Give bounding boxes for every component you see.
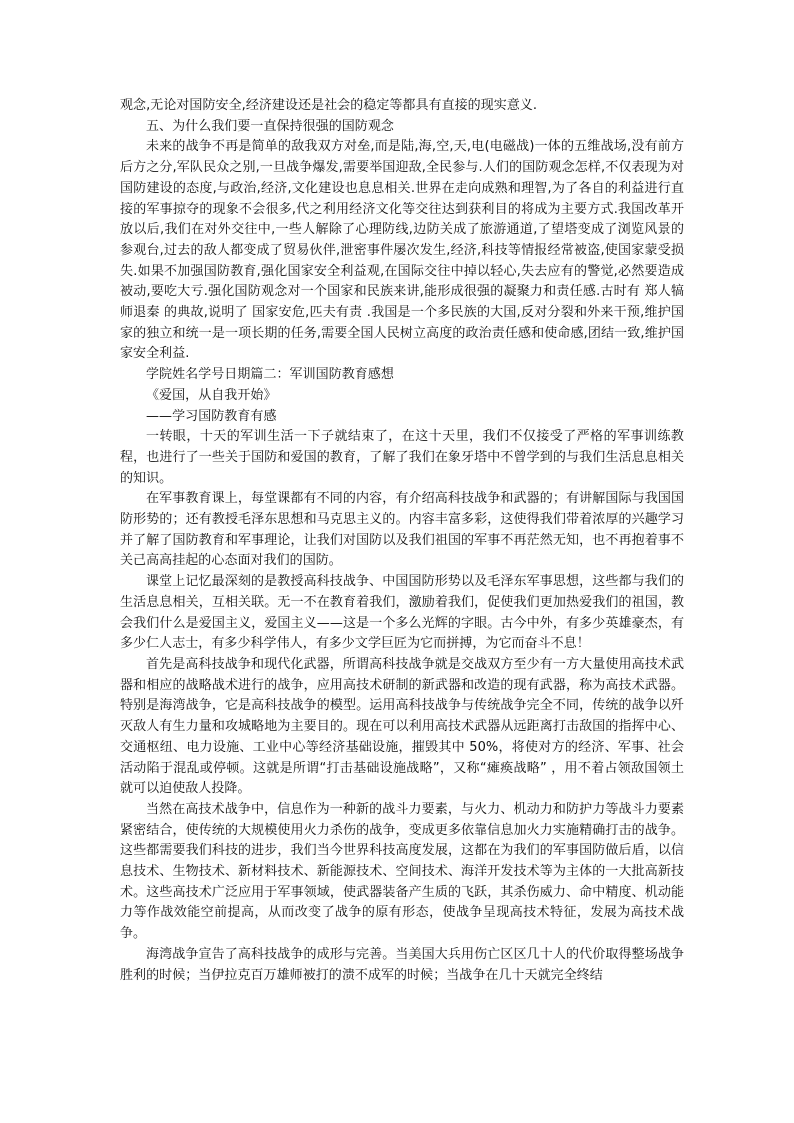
document-page <box>120 96 684 986</box>
section-heading-essay: 学院姓名学号日期篇二：军训国防教育感想 <box>146 367 394 383</box>
paragraph-body: 首先是高科技战争和现代化武器，所谓高科技战争就是交战双方至少有一方大量使用高技术武器和相应的战略战术进行的战争，应用高技术研制的新武器和改造的现有武器，称为高技术武器。特别是海湾战争，它是高科技战争的模型。运用高科技战争与传统战争完全不同，传统的战争以歼灭敌人有生力量和攻城略地为主要目的。现在可以利用高技术武器从远距离打击敌国的指挥中心、交通枢纽、电力设施、工业中心等经济基础设施，摧毁其中 50%，将使对方的经济、军事、社会活动陷于混乱或停顿。这就是所谓“打击基础设施战略”，又称“瘫痪战略” ，用不着占领敌国领土就可以迫使敌人投降。 <box>120 656 684 797</box>
paragraph-body: 未来的战争不再是简单的敌我双方对垒,而是陆,海,空,天,电(电磁战)一体的五维战场,没有前方后方之分,军队民众之别,一旦战争爆发,需要举国迎敌,全民参与.人们的国防观念怎样,不仅表现为对国防建设的态度,与政治,经济,文化建设也息息相关.世界在走向成熟和理智,为了各自的利益进行直接的军事掠夺的现象不会很多,代之利用经济文化等交往达到获利目的将成为主要方式.我国改革开放以后,我们在对外交往中,一些人解除了心理防线,边防关成了旅游通道,了望塔变成了浏览风景的参观台,过去的敌人都变成了贸易伙伴,泄密事件屡次发生,经济,科技等情报经常被盗,使国家蒙受损失.如果不加强国防教育,强化国家安全利益观,在国际交往中掉以轻心,失去应有的警觉,必然要造成被动,要吃大亏.强化国防观念对一个国家和民族来讲,能形成很强的凝聚力和责任感.古时有 郑人犒师退秦 的典故,说明了 国家安危,匹夫有责 .我国是一个多民族的大国,反对分裂和外来干预,维护国家的独立和统一是一项长期的任务,需要全国人民树立高度的政治责任感和使命感,团结一致,维护国家安全利益. <box>120 139 684 362</box>
paragraph-body: 在军事教育课上，每堂课都有不同的内容，有介绍高科技战争和武器的；有讲解国际与我国国防形势的；还有教授毛泽东思想和马克思主义的。内容丰富多彩，这使得我们带着浓厚的兴趣学习并了解了国防教育和军事理论，让我们对国防以及我们祖国的军事不再茫然无知，也不再抱着事不关己高高挂起的心态面对我们的国防。 <box>120 491 684 569</box>
paragraph-body: 当然在高技术战争中，信息作为一种新的战斗力要素，与火力、机动力和防护力等战斗力要素紧密结合，使传统的大规模使用火力杀伤的战争，变成更多依靠信息加火力实施精确打击的战争。这些都需要我们科技的进步，我们当今世界科技高度发展，这都在为我们的军事国防做后盾，以信息技术、生物技术、新材料技术、新能源技术、空间技术、海洋开发技术等为主体的一大批高新技术。这些高技术广泛应用于军事领域，使武器装备产生质的飞跃，其杀伤威力、命中精度、机动能力等作战效能空前提高，从而改变了战争的原有形态，使战争呈现高技术特征，发展为高技术战争。 <box>120 801 684 942</box>
section-heading: 五、为什么我们要一直保持很强的国防观念 <box>146 118 394 134</box>
essay-subtitle: ——学习国防教育有感 <box>146 408 277 424</box>
paragraph-body: 课堂上记忆最深刻的是教授高科技战争、中国国防形势以及毛泽东军事思想，这些都与我们的生活息息相关，互相关联。无一不在教育着我们，激励着我们，促使我们更加热爱我们的祖国，教会我们什么是爱国主义，爱国主义——这是一个多么光辉的字眼。古今中外，有多少英雄豪杰，有多少仁人志士，有多少科学伟人，有多少文学巨匠为它而拼搏，为它而奋斗不息！ <box>120 574 684 652</box>
paragraph-continuation: 观念,无论对国防安全,经济建设还是社会的稳定等都具有直接的现实意义. <box>120 98 538 113</box>
paragraph-body: 一转眼，十天的军训生活一下子就结束了，在这十天里，我们不仅接受了严格的军事训练教程，也进行了一些关于国防和爱国的教育，了解了我们在象牙塔中不曾学到的与我们生活息息相关的知识。 <box>120 429 684 486</box>
essay-title: 《爱国，从自我开始》 <box>146 387 277 403</box>
paragraph-body: 海湾战争宣告了高科技战争的成形与完善。当美国大兵用伤亡区区几十人的代价取得整场战争胜利的时候；当伊拉克百万雄师被打的溃不成军的时候；当战争在几十天就完全终结 <box>120 946 684 983</box>
